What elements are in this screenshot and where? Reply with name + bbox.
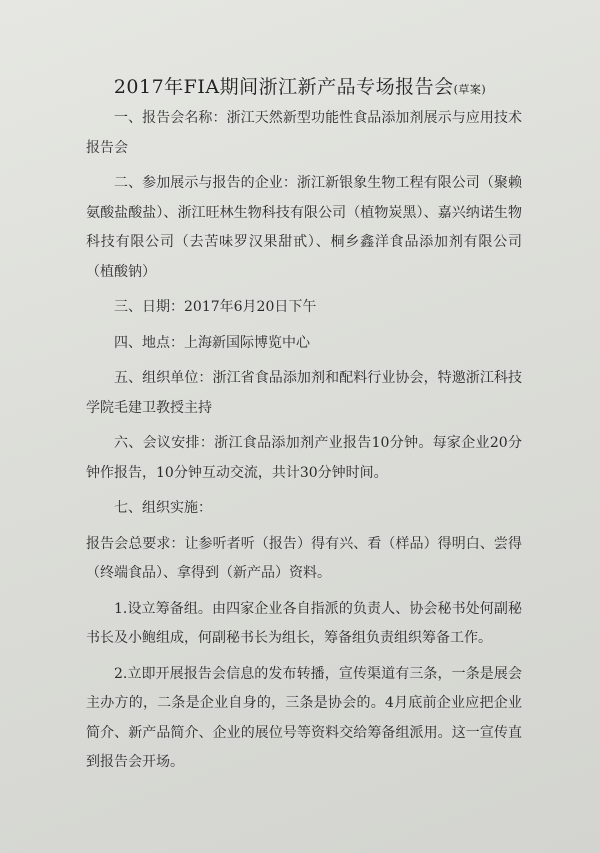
general-requirement: 报告会总要求：让参听者听（报告）得有兴、看（样品）得明白、尝得（终端食品）、拿得到（新产品）资料。	[86, 535, 522, 581]
section-implementation: 七、组织实施：	[114, 500, 212, 516]
document-title	[0, 72, 600, 99]
section-location: 四、地点：上海新国际博览中心	[114, 334, 310, 351]
section-companies: 二、参加展示与报告的企业：浙江新银象生物工程有限公司（聚赖氨酸盐酸盐）、浙江旺林生物科技有限公司（植物炭黑）、嘉兴纳诺生物科技有限公司（去苦味罗汉果甜甙）、桐乡鑫洋食品添加剂有限公司（植酸钠）	[86, 175, 522, 280]
title-note: (草案)	[453, 83, 487, 96]
item-preparatory-group: 1.设立筹备组。由四家企业各自指派的负责人、协会秘书处何副秘书长及小鲍组成，何副秘书长为组长，筹备组负责组织筹备工作。	[86, 600, 522, 646]
document-body	[86, 104, 522, 778]
section-organizer: 五、组织单位：浙江省食品添加剂和配料行业协会，特邀浙江科技学院毛建卫教授主持	[86, 370, 522, 416]
section-schedule: 六、会议安排：浙江食品添加剂产业报告10分钟。每家企业20分钟作报告，10分钟互动交流，共计30分钟时间。	[86, 435, 522, 481]
title-text: 2017年FIA期间浙江新产品专场报告会	[113, 76, 454, 98]
section-date: 三、日期：2017年6月20日下午	[114, 299, 317, 315]
section-report-name: 一、报告会名称：浙江天然新型功能性食品添加剂展示与应用技术报告会	[86, 110, 522, 156]
item-publicity: 2.立即开展报告会信息的发布转播，宣传渠道有三条，一条是展会主办方的，二条是企业自身的，三条是协会的。4月底前企业应把企业简介、新产品简介、企业的展位号等资料交给筹备组派用。这一宣传直到报告会开场。	[86, 665, 522, 770]
